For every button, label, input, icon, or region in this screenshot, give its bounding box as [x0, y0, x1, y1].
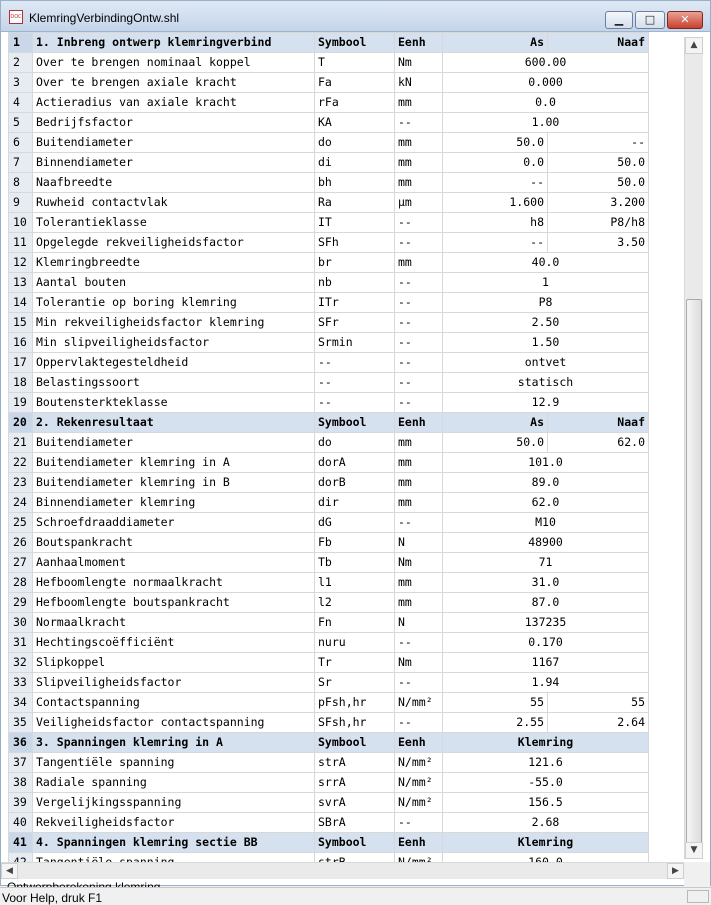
label-cell[interactable]: Boutspankracht — [33, 533, 315, 553]
value-cell[interactable]: 40.0 — [443, 253, 649, 273]
label-cell[interactable]: Binnendiameter — [33, 153, 315, 173]
unit-cell[interactable]: N/mm² — [395, 693, 443, 713]
unit-cell[interactable]: -- — [395, 233, 443, 253]
label-cell[interactable]: Rekveiligheidsfactor — [33, 813, 315, 833]
label-cell[interactable]: Buitendiameter klemring in A — [33, 453, 315, 473]
row-number[interactable]: 28 — [9, 573, 33, 593]
shaft-value-cell[interactable]: 1.600 — [443, 193, 548, 213]
symbol-cell[interactable]: Symbool — [315, 733, 395, 753]
section-header-row[interactable] — [9, 33, 649, 53]
label-cell[interactable]: Schroefdraaddiameter — [33, 513, 315, 533]
value-cell[interactable]: ontvet — [443, 353, 649, 373]
label-cell[interactable]: Oppervlaktegesteldheid — [33, 353, 315, 373]
shaft-value-cell[interactable]: 55 — [443, 693, 548, 713]
symbol-cell[interactable]: Tb — [315, 553, 395, 573]
symbol-cell[interactable]: Symbool — [315, 413, 395, 433]
table-row[interactable] — [9, 73, 649, 93]
row-number[interactable]: 35 — [9, 713, 33, 733]
value-cell[interactable]: 89.0 — [443, 473, 649, 493]
value-cell[interactable]: P8 — [443, 293, 649, 313]
value-cell[interactable]: 0.170 — [443, 633, 649, 653]
row-number[interactable]: 37 — [9, 753, 33, 773]
symbol-cell[interactable]: Sr — [315, 673, 395, 693]
status-panel — [687, 890, 709, 903]
table-row[interactable] — [9, 133, 649, 153]
row-number[interactable]: 39 — [9, 793, 33, 813]
hub-value-cell[interactable]: 3.200 — [548, 193, 649, 213]
value-cell[interactable]: 2.68 — [443, 813, 649, 833]
label-cell[interactable]: Tolerantieklasse — [33, 213, 315, 233]
symbol-cell[interactable]: srrA — [315, 773, 395, 793]
symbol-cell[interactable]: dG — [315, 513, 395, 533]
unit-cell[interactable]: mm — [395, 453, 443, 473]
label-cell[interactable]: Buitendiameter — [33, 433, 315, 453]
table-row[interactable] — [9, 193, 649, 213]
row-number[interactable]: 14 — [9, 293, 33, 313]
maximize-button[interactable]: □ — [635, 11, 665, 29]
shaft-value-cell[interactable]: 50.0 — [443, 433, 548, 453]
horizontal-scrollbar[interactable] — [1, 862, 684, 879]
table-row[interactable] — [9, 693, 649, 713]
table-row[interactable] — [9, 713, 649, 733]
table-row[interactable] — [9, 113, 649, 133]
label-cell[interactable]: Veiligheidsfactor contactspanning — [33, 713, 315, 733]
unit-cell[interactable]: kN — [395, 73, 443, 93]
unit-cell[interactable]: N/mm² — [395, 793, 443, 813]
symbol-cell[interactable]: bh — [315, 173, 395, 193]
symbol-cell[interactable]: dir — [315, 493, 395, 513]
unit-cell[interactable]: mm — [395, 473, 443, 493]
hub-value-cell[interactable]: 55 — [548, 693, 649, 713]
table-row[interactable] — [9, 153, 649, 173]
value-cell[interactable]: 31.0 — [443, 573, 649, 593]
label-cell[interactable]: Naafbreedte — [33, 173, 315, 193]
scrollbar-corner — [684, 862, 710, 886]
row-number[interactable]: 25 — [9, 513, 33, 533]
label-cell[interactable]: Aantal bouten — [33, 273, 315, 293]
label-cell[interactable]: Opgelegde rekveiligheidsfactor — [33, 233, 315, 253]
unit-cell[interactable]: Nm — [395, 53, 443, 73]
status-text: Voor Help, druk F1 — [2, 891, 103, 905]
symbol-cell[interactable]: Symbool — [315, 33, 395, 53]
row-number[interactable]: 20 — [9, 413, 33, 433]
unit-cell[interactable]: -- — [395, 373, 443, 393]
row-number[interactable]: 34 — [9, 693, 33, 713]
symbol-cell[interactable]: br — [315, 253, 395, 273]
scroll-down-arrow-icon[interactable]: ▼ — [685, 842, 703, 859]
value-cell[interactable]: 1.50 — [443, 333, 649, 353]
hub-value-cell[interactable]: 2.64 — [548, 713, 649, 733]
row-number[interactable]: 15 — [9, 313, 33, 333]
vertical-scroll-thumb[interactable] — [686, 299, 702, 845]
symbol-cell[interactable]: SFr — [315, 313, 395, 333]
unit-cell[interactable]: -- — [395, 813, 443, 833]
table-row[interactable] — [9, 313, 649, 333]
unit-cell[interactable]: -- — [395, 213, 443, 233]
label-cell[interactable]: Hefboomlengte normaalkracht — [33, 573, 315, 593]
label-cell[interactable]: Buitendiameter klemring in B — [33, 473, 315, 493]
minimize-button[interactable]: ▁ — [605, 11, 633, 29]
window-title: KlemringVerbindingOntw.shl — [29, 11, 180, 25]
table-row[interactable] — [9, 753, 649, 773]
unit-cell[interactable]: mm — [395, 153, 443, 173]
label-cell[interactable]: Tangentiële spanning — [33, 753, 315, 773]
table-row[interactable] — [9, 233, 649, 253]
label-cell[interactable]: Min slipveiligheidsfactor — [33, 333, 315, 353]
label-cell[interactable]: Binnendiameter klemring — [33, 493, 315, 513]
table-row[interactable] — [9, 213, 649, 233]
label-cell[interactable]: Over te brengen axiale kracht — [33, 73, 315, 93]
table-row[interactable] — [9, 473, 649, 493]
row-number[interactable]: 18 — [9, 373, 33, 393]
value-cell[interactable]: 156.5 — [443, 793, 649, 813]
label-cell[interactable]: Buitendiameter — [33, 133, 315, 153]
symbol-cell[interactable]: ITr — [315, 293, 395, 313]
table-row[interactable] — [9, 513, 649, 533]
row-number[interactable]: 4 — [9, 93, 33, 113]
label-cell[interactable]: Slipveiligheidsfactor — [33, 673, 315, 693]
section-header-row[interactable] — [9, 733, 649, 753]
hub-value-cell[interactable]: P8/h8 — [548, 213, 649, 233]
row-number[interactable]: 40 — [9, 813, 33, 833]
unit-cell[interactable]: mm — [395, 593, 443, 613]
symbol-cell[interactable]: rFa — [315, 93, 395, 113]
symbol-cell[interactable]: IT — [315, 213, 395, 233]
table-row[interactable] — [9, 453, 649, 473]
table-row[interactable] — [9, 813, 649, 833]
table-row[interactable] — [9, 433, 649, 453]
table-row[interactable] — [9, 673, 649, 693]
row-number[interactable]: 1 — [9, 33, 33, 53]
value-cell[interactable]: 101.0 — [443, 453, 649, 473]
shaft-value-cell[interactable]: As — [443, 33, 548, 53]
row-number[interactable]: 38 — [9, 773, 33, 793]
symbol-cell[interactable]: -- — [315, 393, 395, 413]
unit-cell[interactable]: N/mm² — [395, 773, 443, 793]
unit-cell[interactable]: -- — [395, 633, 443, 653]
unit-cell[interactable]: µm — [395, 193, 443, 213]
unit-cell[interactable]: Eenh — [395, 733, 443, 753]
doc-icon[interactable]: DOC — [9, 10, 23, 24]
row-number[interactable]: 27 — [9, 553, 33, 573]
symbol-cell[interactable]: Tr — [315, 653, 395, 673]
symbol-cell[interactable]: Srmin — [315, 333, 395, 353]
value-cell[interactable]: 121.6 — [443, 753, 649, 773]
symbol-cell[interactable]: Ra — [315, 193, 395, 213]
row-number[interactable]: 19 — [9, 393, 33, 413]
symbol-cell[interactable]: Fn — [315, 613, 395, 633]
row-number[interactable]: 23 — [9, 473, 33, 493]
scroll-up-arrow-icon[interactable]: ▲ — [685, 37, 703, 54]
row-number[interactable]: 7 — [9, 153, 33, 173]
value-cell[interactable]: 1 — [443, 273, 649, 293]
table-row[interactable] — [9, 533, 649, 553]
table-row[interactable] — [9, 253, 649, 273]
row-number[interactable]: 41 — [9, 833, 33, 853]
symbol-cell[interactable]: do — [315, 133, 395, 153]
table-row[interactable] — [9, 53, 649, 73]
unit-cell[interactable]: -- — [395, 293, 443, 313]
scroll-left-arrow-icon[interactable]: ◀ — [1, 863, 18, 879]
symbol-cell[interactable]: Fa — [315, 73, 395, 93]
symbol-cell[interactable]: strA — [315, 753, 395, 773]
label-cell[interactable]: Tolerantie op boring klemring — [33, 293, 315, 313]
shaft-value-cell[interactable]: 50.0 — [443, 133, 548, 153]
hub-value-cell[interactable]: Naaf — [548, 33, 649, 53]
row-number[interactable]: 36 — [9, 733, 33, 753]
row-number[interactable]: 12 — [9, 253, 33, 273]
table-row[interactable] — [9, 273, 649, 293]
row-number[interactable]: 32 — [9, 653, 33, 673]
unit-cell[interactable]: Nm — [395, 653, 443, 673]
value-cell[interactable]: 87.0 — [443, 593, 649, 613]
vertical-scrollbar[interactable] — [684, 37, 703, 859]
symbol-cell[interactable]: svrA — [315, 793, 395, 813]
table-row[interactable] — [9, 553, 649, 573]
value-cell[interactable]: 1.94 — [443, 673, 649, 693]
unit-cell[interactable]: -- — [395, 353, 443, 373]
label-cell[interactable]: Hefboomlengte boutspankracht — [33, 593, 315, 613]
shaft-value-cell[interactable]: As — [443, 413, 548, 433]
table-row[interactable] — [9, 613, 649, 633]
label-cell[interactable]: Vergelijkingsspanning — [33, 793, 315, 813]
symbol-cell[interactable]: di — [315, 153, 395, 173]
unit-cell[interactable]: Eenh — [395, 833, 443, 853]
symbol-cell[interactable]: -- — [315, 353, 395, 373]
unit-cell[interactable]: mm — [395, 493, 443, 513]
unit-cell[interactable]: mm — [395, 573, 443, 593]
unit-cell[interactable]: -- — [395, 673, 443, 693]
title-bar[interactable] — [1, 1, 710, 32]
spreadsheet-grid — [8, 32, 680, 858]
section-header-row[interactable] — [9, 413, 649, 433]
symbol-cell[interactable]: -- — [315, 373, 395, 393]
shaft-value-cell[interactable]: -- — [443, 233, 548, 253]
shaft-value-cell[interactable]: h8 — [443, 213, 548, 233]
table-row[interactable] — [9, 353, 649, 373]
value-cell[interactable]: 48900 — [443, 533, 649, 553]
row-number[interactable]: 11 — [9, 233, 33, 253]
section-header-row[interactable] — [9, 833, 649, 853]
unit-cell[interactable]: N — [395, 533, 443, 553]
symbol-cell[interactable]: Fb — [315, 533, 395, 553]
table-row[interactable] — [9, 373, 649, 393]
symbol-cell[interactable]: T — [315, 53, 395, 73]
unit-cell[interactable]: Eenh — [395, 413, 443, 433]
unit-cell[interactable]: Nm — [395, 553, 443, 573]
symbol-cell[interactable]: SFsh,hr — [315, 713, 395, 733]
row-number[interactable]: 33 — [9, 673, 33, 693]
symbol-cell[interactable]: do — [315, 433, 395, 453]
table-row[interactable] — [9, 773, 649, 793]
row-number[interactable]: 26 — [9, 533, 33, 553]
value-cell[interactable]: M10 — [443, 513, 649, 533]
unit-cell[interactable]: Eenh — [395, 33, 443, 53]
value-cell[interactable]: Klemring — [443, 833, 649, 853]
hub-value-cell[interactable]: 3.50 — [548, 233, 649, 253]
shaft-value-cell[interactable]: -- — [443, 173, 548, 193]
unit-cell[interactable]: mm — [395, 133, 443, 153]
scroll-right-arrow-icon[interactable]: ▶ — [667, 863, 684, 879]
label-cell[interactable]: Aanhaalmoment — [33, 553, 315, 573]
label-cell[interactable]: Klemringbreedte — [33, 253, 315, 273]
table-row[interactable] — [9, 393, 649, 413]
row-number[interactable]: 3 — [9, 73, 33, 93]
unit-cell[interactable]: mm — [395, 93, 443, 113]
shaft-value-cell[interactable]: 0.0 — [443, 153, 548, 173]
row-number[interactable]: 13 — [9, 273, 33, 293]
value-cell[interactable]: 12.9 — [443, 393, 649, 413]
unit-cell[interactable]: mm — [395, 173, 443, 193]
label-cell[interactable]: Normaalkracht — [33, 613, 315, 633]
label-cell[interactable]: Belastingssoort — [33, 373, 315, 393]
table-row[interactable] — [9, 493, 649, 513]
symbol-cell[interactable]: nb — [315, 273, 395, 293]
table-row[interactable] — [9, 93, 649, 113]
row-number[interactable]: 6 — [9, 133, 33, 153]
value-cell[interactable]: 2.50 — [443, 313, 649, 333]
unit-cell[interactable]: -- — [395, 333, 443, 353]
label-cell[interactable]: 4. Spanningen klemring sectie BB — [33, 833, 315, 853]
symbol-cell[interactable]: l2 — [315, 593, 395, 613]
value-cell[interactable]: 0.0 — [443, 93, 649, 113]
label-cell[interactable]: Over te brengen nominaal koppel — [33, 53, 315, 73]
table-row[interactable] — [9, 333, 649, 353]
label-cell[interactable]: Bedrijfsfactor — [33, 113, 315, 133]
row-number[interactable]: 10 — [9, 213, 33, 233]
unit-cell[interactable]: -- — [395, 513, 443, 533]
row-number[interactable]: 5 — [9, 113, 33, 133]
row-number[interactable]: 16 — [9, 333, 33, 353]
hub-value-cell[interactable]: 50.0 — [548, 153, 649, 173]
label-cell[interactable]: 3. Spanningen klemring in A — [33, 733, 315, 753]
hub-value-cell[interactable]: 50.0 — [548, 173, 649, 193]
row-number[interactable]: 31 — [9, 633, 33, 653]
row-number[interactable]: 22 — [9, 453, 33, 473]
label-cell[interactable]: Ruwheid contactvlak — [33, 193, 315, 213]
unit-cell[interactable]: N — [395, 613, 443, 633]
hub-value-cell[interactable]: -- — [548, 133, 649, 153]
unit-cell[interactable]: -- — [395, 113, 443, 133]
label-cell[interactable]: Contactspanning — [33, 693, 315, 713]
symbol-cell[interactable]: nuru — [315, 633, 395, 653]
symbol-cell[interactable]: SBrA — [315, 813, 395, 833]
value-cell[interactable]: statisch — [443, 373, 649, 393]
label-cell[interactable]: 1. Inbreng ontwerp klemringverbind — [33, 33, 315, 53]
shaft-value-cell[interactable]: 2.55 — [443, 713, 548, 733]
hub-value-cell[interactable]: 62.0 — [548, 433, 649, 453]
symbol-cell[interactable]: pFsh,hr — [315, 693, 395, 713]
symbol-cell[interactable]: SFh — [315, 233, 395, 253]
value-cell[interactable]: 137235 — [443, 613, 649, 633]
row-number[interactable]: 8 — [9, 173, 33, 193]
row-number[interactable]: 9 — [9, 193, 33, 213]
table-row[interactable] — [9, 633, 649, 653]
value-cell[interactable]: 71 — [443, 553, 649, 573]
label-cell[interactable]: Hechtingscoëfficiënt — [33, 633, 315, 653]
value-cell[interactable]: 62.0 — [443, 493, 649, 513]
label-cell[interactable]: Radiale spanning — [33, 773, 315, 793]
row-number[interactable]: 2 — [9, 53, 33, 73]
table-row[interactable] — [9, 173, 649, 193]
label-cell[interactable]: Min rekveiligheidsfactor klemring — [33, 313, 315, 333]
hub-value-cell[interactable]: Naaf — [548, 413, 649, 433]
status-bar — [0, 887, 711, 905]
table-row[interactable] — [9, 293, 649, 313]
symbol-cell[interactable]: l1 — [315, 573, 395, 593]
row-number[interactable]: 24 — [9, 493, 33, 513]
table-row[interactable] — [9, 793, 649, 813]
value-cell[interactable]: 1.00 — [443, 113, 649, 133]
value-cell[interactable]: Klemring — [443, 733, 649, 753]
label-cell[interactable]: 2. Rekenresultaat — [33, 413, 315, 433]
unit-cell[interactable]: mm — [395, 253, 443, 273]
label-cell[interactable]: Boutensterkteklasse — [33, 393, 315, 413]
label-cell[interactable]: Actieradius van axiale kracht — [33, 93, 315, 113]
row-number[interactable]: 17 — [9, 353, 33, 373]
value-cell[interactable]: -55.0 — [443, 773, 649, 793]
unit-cell[interactable]: -- — [395, 713, 443, 733]
value-cell[interactable]: 1167 — [443, 653, 649, 673]
value-cell[interactable]: 600.00 — [443, 53, 649, 73]
unit-cell[interactable]: -- — [395, 393, 443, 413]
unit-cell[interactable]: -- — [395, 273, 443, 293]
table-row[interactable] — [9, 653, 649, 673]
unit-cell[interactable]: -- — [395, 313, 443, 333]
symbol-cell[interactable]: dorA — [315, 453, 395, 473]
symbol-cell[interactable]: dorB — [315, 473, 395, 493]
row-number[interactable]: 21 — [9, 433, 33, 453]
symbol-cell[interactable]: KA — [315, 113, 395, 133]
table-row[interactable] — [9, 573, 649, 593]
close-button[interactable]: ✕ — [667, 11, 703, 29]
row-number[interactable]: 30 — [9, 613, 33, 633]
symbol-cell[interactable]: Symbool — [315, 833, 395, 853]
data-table — [8, 32, 649, 873]
label-cell[interactable]: Slipkoppel — [33, 653, 315, 673]
unit-cell[interactable]: mm — [395, 433, 443, 453]
unit-cell[interactable]: N/mm² — [395, 753, 443, 773]
row-number[interactable]: 29 — [9, 593, 33, 613]
table-row[interactable] — [9, 593, 649, 613]
value-cell[interactable]: 0.000 — [443, 73, 649, 93]
